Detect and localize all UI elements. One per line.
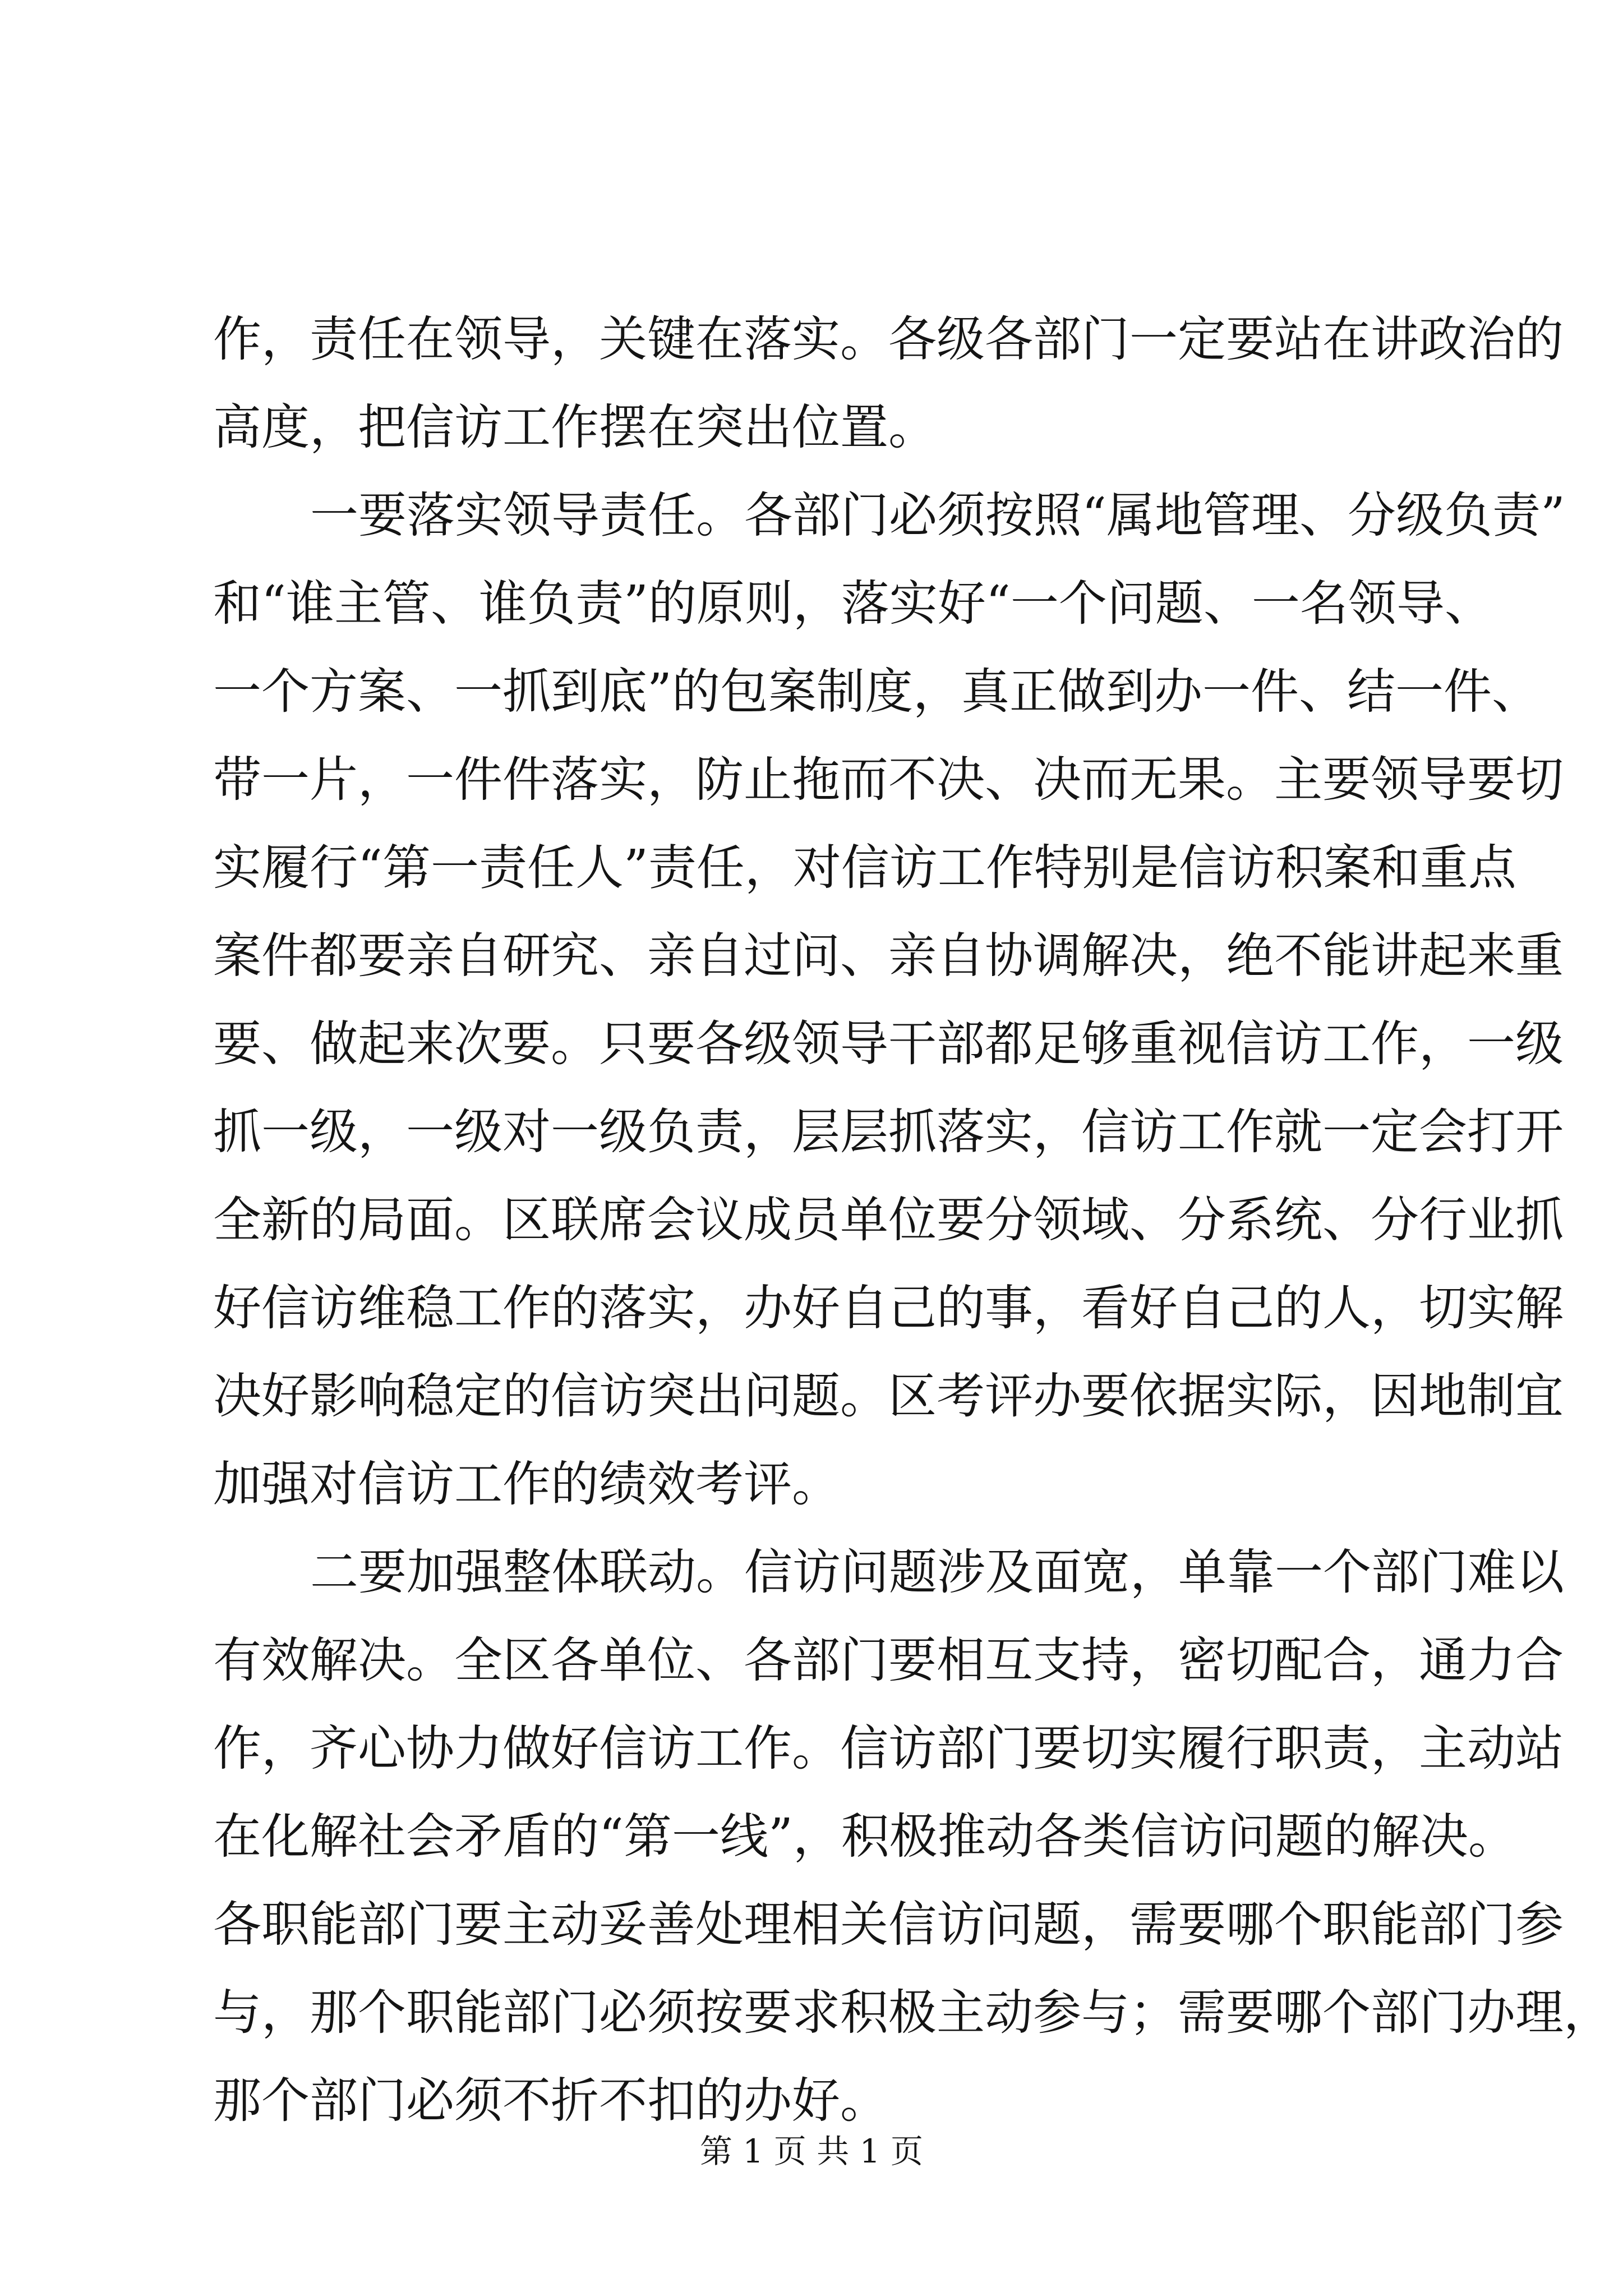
text-line-17: 作，齐心协力做好信访工作。信访部门要切实履行职责，主动站 [213, 1720, 1564, 1777]
text-line-21: 那个部门必须不折不扣的办好。 [213, 2073, 888, 2129]
page-footer: 第 1 页 共 1 页 [700, 2132, 923, 2170]
text-line-12: 好信访维稳工作的落实，办好自己的事，看好自己的人，切实解 [213, 1280, 1564, 1336]
text-line-20: 与，那个职能部门必须按要求积极主动参与；需要哪个部门办理， [213, 1985, 1612, 2041]
text-line-14: 加强对信访工作的绩效考评。 [213, 1456, 840, 1512]
text-line-18: 在化解社会矛盾的“第一线”，积极推动各类信访问题的解决。 [213, 1809, 1516, 1865]
text-line-19: 各职能部门要主动妥善处理相关信访问题，需要哪个职能部门参 [213, 1897, 1564, 1953]
paragraph-2-first-line: 二要加强整体联动。信访问题涉及面宽，单靠一个部门难以 [310, 1544, 1564, 1600]
text-line-9: 要、做起来次要。只要各级领导干部都足够重视信访工作，一级 [213, 1016, 1564, 1072]
text-line-7: 实履行“第一责任人”责任，对信访工作特别是信访积案和重点 [213, 840, 1516, 896]
text-line-1: 作，责任在领导，关键在落实。各级各部门一定要站在讲政治的 [213, 311, 1564, 367]
text-line-2: 高度，把信访工作摆在突出位置。 [213, 399, 937, 455]
text-line-13: 决好影响稳定的信访突出问题。区考评办要依据实际，因地制宜 [213, 1368, 1564, 1424]
paragraph-1-first-line: 一要落实领导责任。各部门必须按照“属地管理、分级负责” [310, 487, 1565, 544]
text-line-8: 案件都要亲自研究、亲自过问、亲自协调解决，绝不能讲起来重 [213, 928, 1564, 984]
text-line-5: 一个方案、一抓到底”的包案制度，真正做到办一件、结一件、 [213, 664, 1540, 720]
text-line-4: 和“谁主管、谁负责”的原则，落实好“一个问题、一名领导、 [213, 576, 1493, 632]
text-line-11: 全新的局面。区联席会议成员单位要分领域、分系统、分行业抓 [213, 1192, 1564, 1248]
text-line-10: 抓一级，一级对一级负责，层层抓落实，信访工作就一定会打开 [213, 1104, 1564, 1160]
text-line-6: 带一片，一件件落实，防止拖而不决、决而无果。主要领导要切 [213, 752, 1564, 808]
text-line-16: 有效解决。全区各单位、各部门要相互支持，密切配合，通力合 [213, 1632, 1564, 1688]
